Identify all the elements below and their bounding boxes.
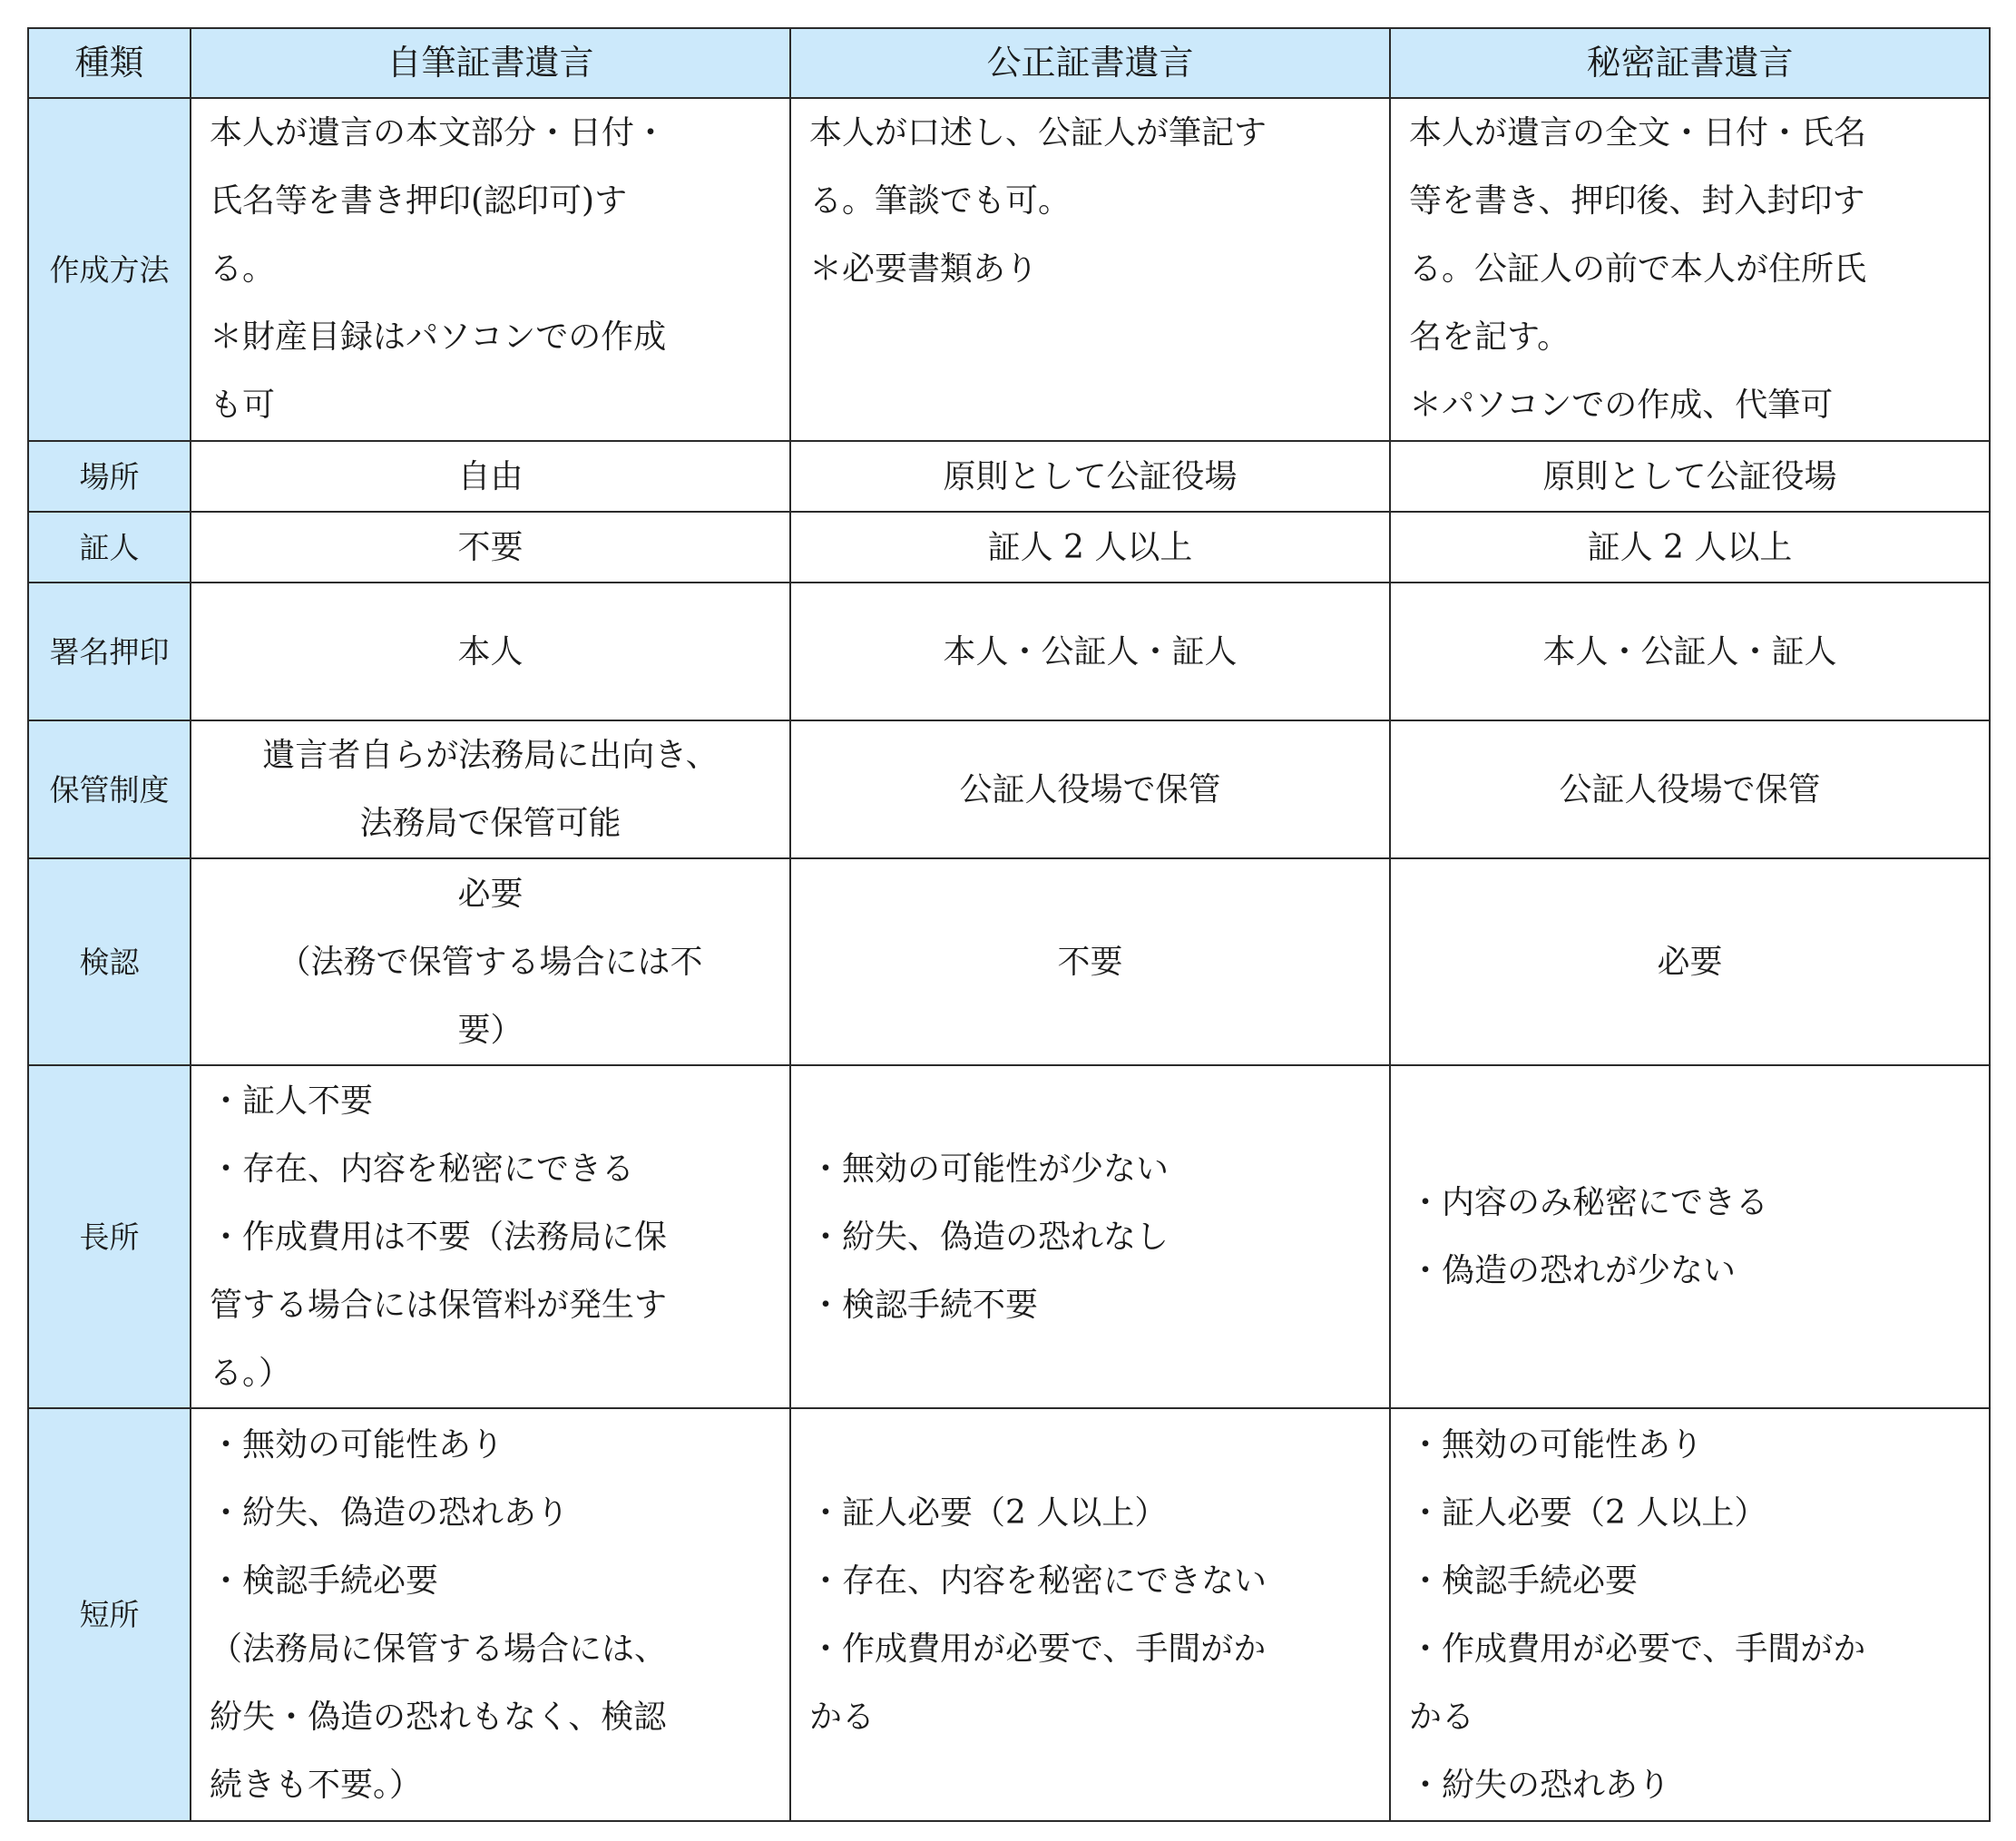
header-row (28, 28, 1990, 98)
cell-line: 遺言者自らが法務局に出向き、 (262, 737, 719, 774)
row-merits (28, 1065, 1990, 1408)
cell (790, 98, 1390, 441)
row-custody-system (28, 720, 1990, 858)
cell (191, 1408, 790, 1821)
header-notarial-will: 公正証書遺言 (790, 28, 1390, 98)
cell: 不要 (191, 512, 790, 583)
cell-line: 必要 (457, 875, 524, 913)
cell-line: ・紛失の恐れあり (1409, 1766, 1671, 1804)
cell: 本人 (191, 583, 790, 720)
header-secret-will: 秘密証書遺言 (1390, 28, 1990, 98)
cell-line: ・証人必要（2 人以上） (809, 1493, 1168, 1532)
cell: 公証人役場で保管 (1390, 720, 1990, 858)
cell: 必要 (1390, 858, 1990, 1065)
cell-line: ・無効の可能性が少ない (809, 1150, 1169, 1188)
cell-line: 名を記す。 (1409, 318, 1571, 356)
row-probate (28, 858, 1990, 1065)
cell-line: 等を書き、押印後、封入封印す (1409, 182, 1865, 220)
cell-line: ・無効の可能性あり (1409, 1425, 1704, 1464)
cell: 証人 2 人以上 (790, 512, 1390, 583)
cell: 本人・公証人・証人 (1390, 583, 1990, 720)
cell (1390, 98, 1990, 441)
cell-line: る。） (210, 1354, 292, 1392)
cell-line: ・検認手続必要 (1409, 1562, 1639, 1600)
cell-line: ・作成費用は不要（法務局に保 (210, 1218, 668, 1256)
cell-line: ・証人必要（2 人以上） (1409, 1493, 1767, 1532)
cell: 原則として公証役場 (1390, 441, 1990, 512)
cell (790, 1065, 1390, 1408)
cell-line: 紛失・偽造の恐れもなく、検認 (210, 1698, 667, 1736)
row-place (28, 441, 1990, 512)
cell-line: ・偽造の恐れが少ない (1409, 1252, 1737, 1289)
cell-line: ・紛失、偽造の恐れなし (809, 1218, 1169, 1256)
cell: 公証人役場で保管 (790, 720, 1390, 858)
cell-line: 氏名等を書き押印(認印可)す (210, 182, 628, 220)
row-label: 場所 (28, 441, 191, 512)
cell-line: ・検認手続必要 (210, 1562, 439, 1600)
row-witness (28, 512, 1990, 583)
cell-line: かる (809, 1698, 876, 1736)
cell-line: ・存在、内容を秘密にできる (210, 1150, 635, 1188)
cell-line: ・紛失、偽造の恐れあり (210, 1493, 570, 1532)
cell-line: ・証人不要 (210, 1082, 374, 1120)
row-label: 証人 (28, 512, 191, 583)
will-comparison-table (27, 27, 1991, 1822)
header-holographic-will: 自筆証書遺言 (191, 28, 790, 98)
row-label: 署名押印 (28, 583, 191, 720)
cell-line: 管する場合には保管料が発生す (210, 1286, 668, 1324)
cell (191, 858, 790, 1065)
row-label: 検認 (28, 858, 191, 1065)
cell: 不要 (790, 858, 1390, 1065)
cell: 本人・公証人・証人 (790, 583, 1390, 720)
cell: 証人 2 人以上 (1390, 512, 1990, 583)
cell-line: ・存在、内容を秘密にできない (809, 1562, 1267, 1600)
cell-line: る。公証人の前で本人が住所氏 (1409, 250, 1867, 288)
cell-line: かる (1409, 1698, 1475, 1736)
cell-line: 法務局で保管可能 (359, 805, 621, 842)
row-method (28, 98, 1990, 441)
cell-line: ・作成費用が必要で、手間がか (809, 1630, 1267, 1668)
cell (191, 1065, 790, 1408)
row-label: 短所 (28, 1408, 191, 1821)
cell-line: る。 (210, 250, 276, 288)
cell-line: ＊パソコンでの作成、代筆可 (1409, 387, 1834, 424)
cell-line: も可 (210, 387, 276, 424)
row-label (28, 98, 191, 441)
cell (1390, 1408, 1990, 1821)
row-label: 長所 (28, 1065, 191, 1408)
cell-line: ・作成費用が必要で、手間がか (1409, 1630, 1866, 1668)
cell-line: （法務で保管する場合には不 (278, 943, 703, 981)
cell-line: ・無効の可能性あり (210, 1425, 504, 1464)
cell-line: ・内容のみ秘密にできる (1409, 1184, 1769, 1221)
row-label: 保管制度 (28, 720, 191, 858)
cell (790, 1408, 1390, 1821)
cell-line: （法務局に保管する場合には、 (210, 1630, 668, 1668)
row-demerits (28, 1408, 1990, 1821)
cell-line: 本人が遺言の全文・日付・氏名 (1409, 114, 1867, 152)
cell (1390, 1065, 1990, 1408)
row-label-text: 作成方法 (49, 251, 170, 288)
cell-line: ・検認手続不要 (809, 1286, 1039, 1324)
cell-line: ＊財産目録はパソコンでの作成 (210, 318, 667, 356)
cell-line: る。筆談でも可。 (809, 182, 1072, 220)
cell-line: 要） (457, 1011, 524, 1049)
header-kind: 種類 (28, 28, 191, 98)
cell-line: 本人が遺言の本文部分・日付・ (210, 114, 668, 152)
cell (191, 720, 790, 858)
cell (191, 98, 790, 441)
cell: 原則として公証役場 (790, 441, 1390, 512)
cell-line: 本人が口述し、公証人が筆記す (809, 114, 1267, 152)
row-signature-seal (28, 583, 1990, 720)
cell: 自由 (191, 441, 790, 512)
cell-line: ＊必要書類あり (809, 250, 1039, 288)
cell-line: 続きも不要。） (210, 1766, 423, 1804)
